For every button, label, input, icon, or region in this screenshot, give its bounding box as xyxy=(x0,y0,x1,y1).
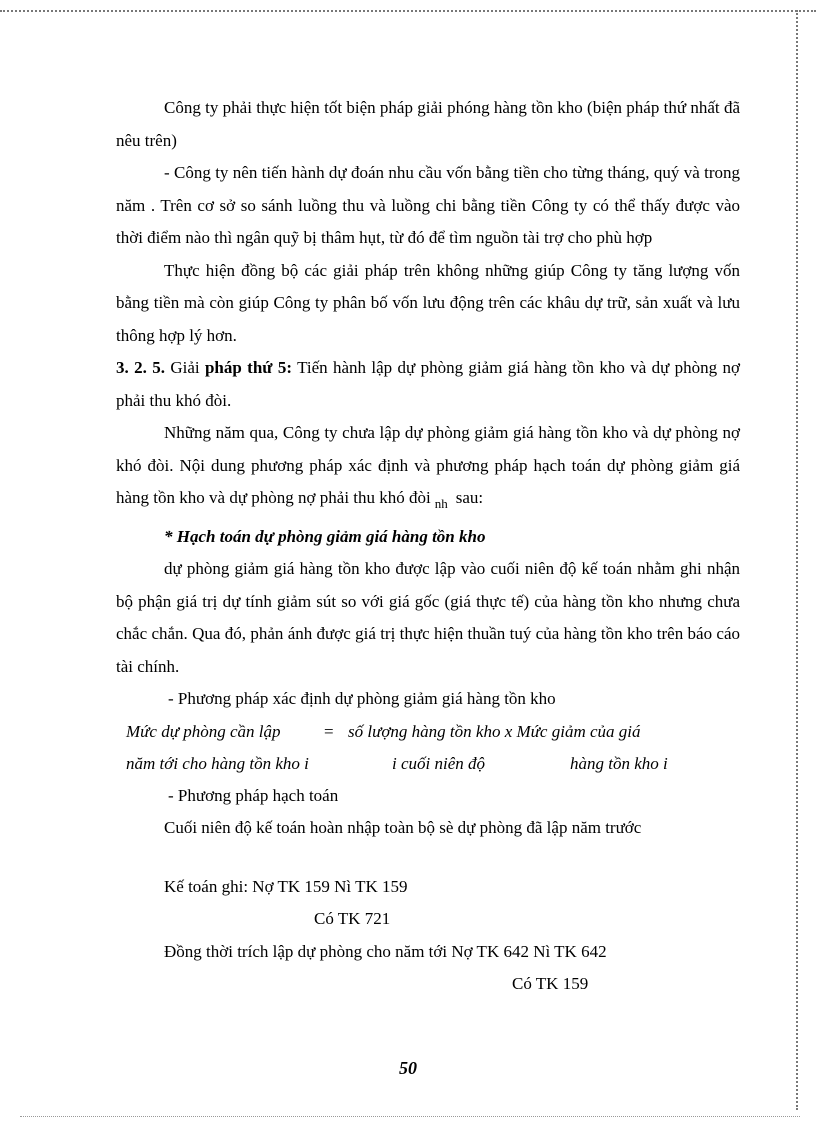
formula-row2-b: i cuối niên độ xyxy=(392,753,486,773)
formula-right: số lượng hàng tồn kho x Mức giảm của giá xyxy=(348,721,641,741)
formula-row2-a: năm tới cho hàng tồn kho i xyxy=(126,753,309,773)
page-number: 50 xyxy=(399,1058,417,1078)
paragraph-no-provision xyxy=(116,417,740,521)
page-border-right xyxy=(796,10,798,1110)
paragraph-no-provision-text: Những năm qua, Công ty chưa lập dự phòng giảm giá hàng tồn kho và dự phòng nợ khó đòi. Nội dung phương pháp xác định và phương pháp hạch toán dự phòng giảm giá hàng tồn kho và dự phòng nợ phải thu khó đòi xyxy=(116,423,740,507)
entry-debit-642: Đồng thời trích lập dự phòng cho năm tới Nợ TK 642 Nì TK 642 xyxy=(164,941,607,961)
paragraph-year-end-reversal: Cuối niên độ kế toán hoàn nhập toàn bộ sè dự phòng đã lập năm trước xyxy=(164,818,642,837)
document-body xyxy=(116,92,740,1001)
paragraph-inventory-release: Công ty phải thực hiện tốt biện pháp giải phóng hàng tồn kho (biện pháp thứ nhất đã nêu trên) xyxy=(116,98,740,150)
page-border-top xyxy=(0,0,816,12)
subheading-inventory-provision: * Hạch toán dự phòng giảm giá hàng tồn kho xyxy=(164,526,486,546)
paragraph-no-provision-subscript: nh xyxy=(434,496,448,511)
section-label-plain: Giải xyxy=(170,358,200,377)
paragraph-no-provision-end: sau: xyxy=(455,488,484,507)
entry-credit-159: Có TK 159 xyxy=(512,974,589,993)
entry-credit-721: Có TK 721 xyxy=(314,909,391,928)
method-accounting: - Phương pháp hạch toán xyxy=(168,785,339,805)
paragraph-cash-forecast: - Công ty nên tiến hành dự đoán nhu cầu vốn bằng tiền cho từng tháng, quý và trong năm . Trên cơ sở so sánh luồng thu và luồng chi bằng tiền Công ty có thể thấy được vào thời điểm nào thì ngân quỹ bị thâm hụt, từ đó để tìm nguồn tài trợ cho phù hợp xyxy=(116,163,740,247)
section-label-bold: pháp thứ 5: xyxy=(204,358,293,377)
paragraph-provision-definition: dự phòng giảm giá hàng tồn kho được lập vào cuối niên độ kế toán nhằm ghi nhận bộ phận giá trị dự tính giảm sút so với giá gốc (giá thực tế) của hàng tồn kho nhưng chưa chắc chắn. Qua đó, phản ánh được giá trị thực hiện thuần tuý của hàng tồn kho trên báo cáo tài chính. xyxy=(116,559,740,676)
formula-left: Mức dự phòng cần lập xyxy=(126,721,281,741)
page-border-bottom xyxy=(20,1116,800,1117)
formula-row2-c: hàng tồn kho i xyxy=(570,753,668,773)
formula-equals: = xyxy=(324,721,334,741)
section-heading xyxy=(116,352,740,417)
paragraph-synchronous-solutions: Thực hiện đồng bộ các giải pháp trên không những giúp Công ty tăng lượng vốn bằng tiền mà còn giúp Công ty phân bố vốn lưu động trên các khâu dự trữ, sản xuất và lưu thông hợp lý hơn. xyxy=(116,260,740,345)
entry-debit-159: Kế toán ghi: Nợ TK 159 Nì TK 159 xyxy=(164,876,408,896)
spacer xyxy=(116,845,740,871)
section-number: 3. 2. 5. xyxy=(116,358,165,377)
formula-row-1 xyxy=(116,716,740,748)
section-title: Tiến hành lập dự phòng giảm giá hàng tồn kho và dự phòng nợ phải thu khó đòi. xyxy=(116,358,741,410)
method-determination: - Phương pháp xác định dự phòng giảm giá hàng tồn kho xyxy=(168,689,556,708)
formula-row-2 xyxy=(116,748,740,780)
